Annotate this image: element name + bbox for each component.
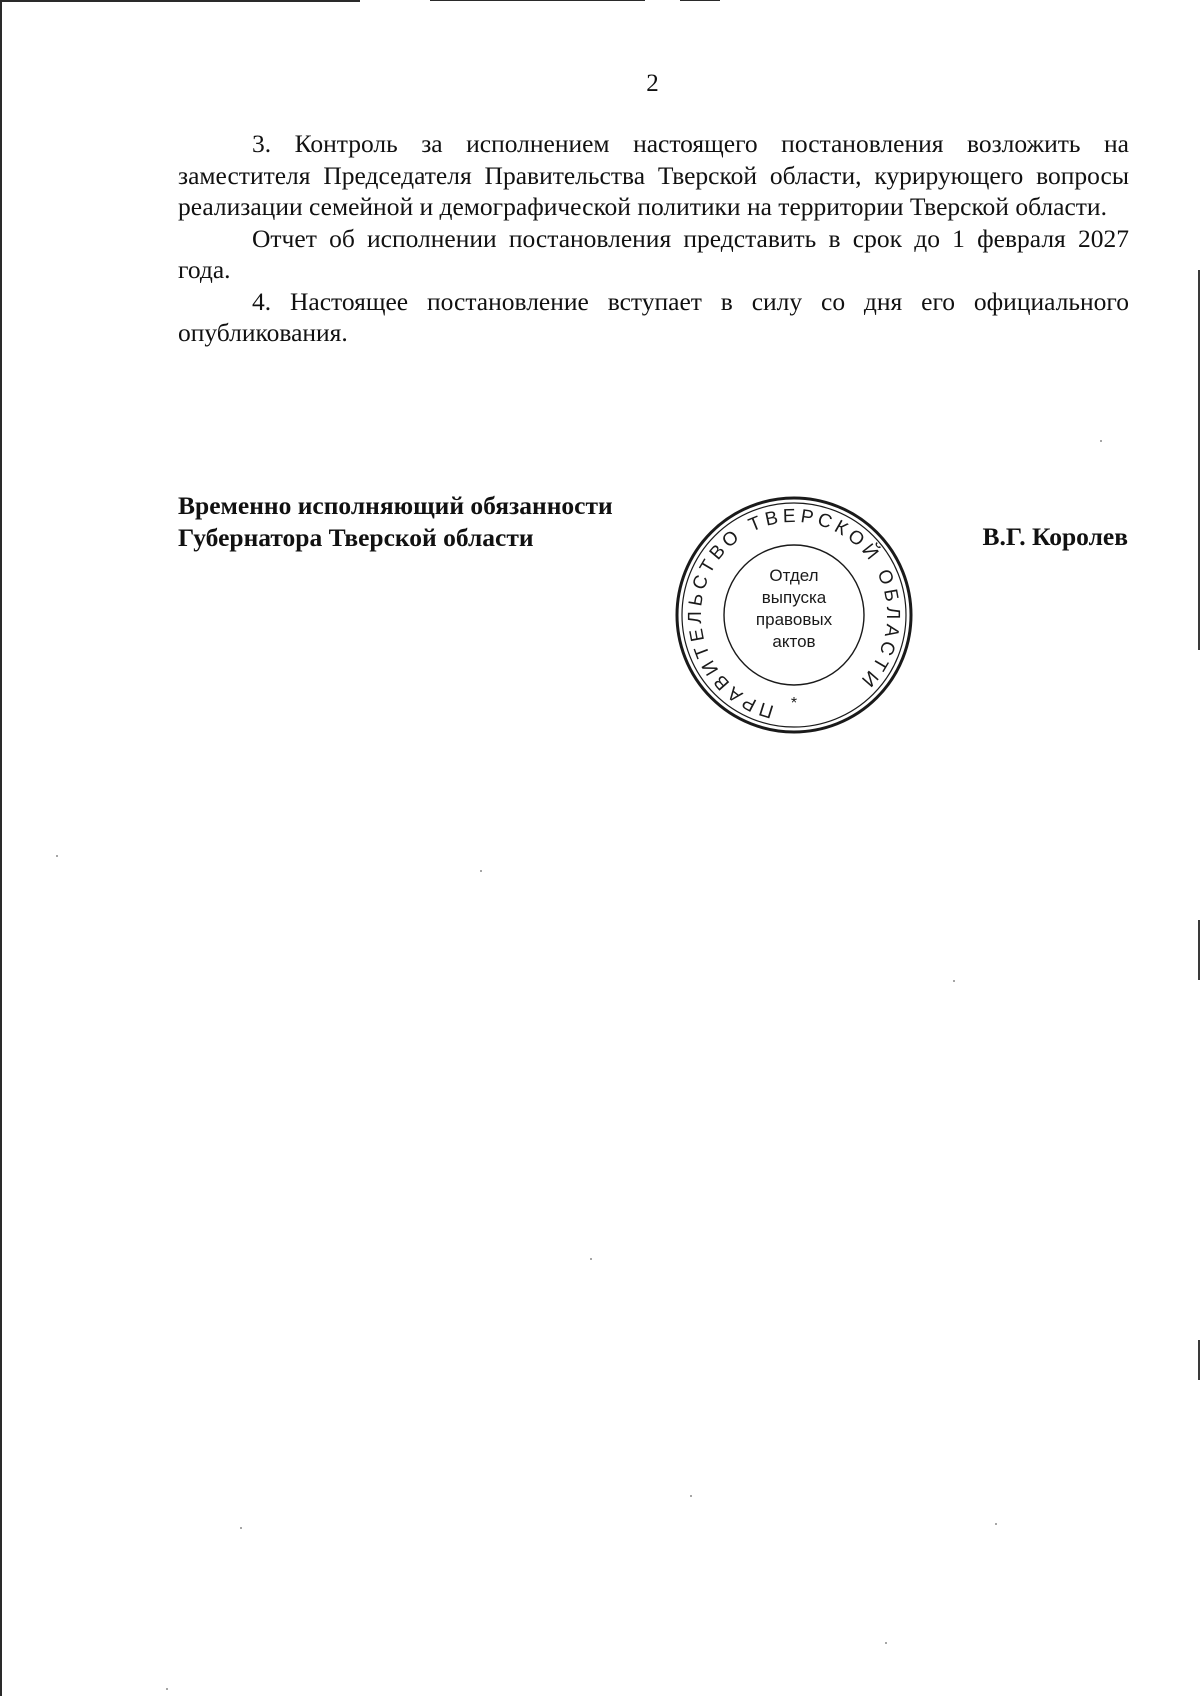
scan-speck (590, 1258, 592, 1260)
signatory-position-line-2: Губернатора Тверской области (178, 522, 534, 552)
paragraph-control: 3. Контроль за исполнением настоящего постановления возложить на заместителя Председателя Правительства Тверской области, курирующего вопросы реализации семейной и демографической политики на территории Тверской области. (178, 129, 1129, 221)
signatory-position (178, 490, 613, 553)
scan-edge-left (0, 0, 2, 1696)
scan-speck (953, 980, 955, 982)
scan-speck (166, 1688, 168, 1690)
signatory-name: В.Г. Королев (982, 522, 1128, 551)
scan-speck (480, 870, 482, 872)
stamp-center-line: выпуска (761, 588, 827, 607)
stamp-center-line: Отдел (769, 566, 819, 585)
stamp-center-text (756, 566, 833, 651)
scan-edge-top (430, 0, 645, 1)
signatory-position-line-1: Временно исполняющий обязанности (178, 491, 613, 520)
scan-speck (56, 855, 58, 857)
stamp-ring-text: ПРАВИТЕЛЬСТВО ТВЕРСКОЙ ОБЛАСТИ (684, 505, 904, 722)
scan-edge-top (0, 0, 360, 2)
document-body (178, 128, 1129, 349)
scan-speck (690, 1495, 692, 1497)
page-number: 2 (646, 70, 659, 97)
stamp-star: * (790, 695, 798, 712)
scan-speck (995, 1523, 997, 1525)
scan-edge-top (680, 0, 720, 1)
paragraph-report: Отчет об исполнении постановления представить в срок до 1 февраля 2027 года. (178, 223, 1129, 284)
scan-speck (1100, 440, 1102, 442)
scan-speck (885, 1642, 887, 1644)
stamp-center-line: правовых (755, 610, 833, 629)
stamp-center-line: актов (772, 632, 816, 651)
paragraph-effective-date: 4. Настоящее постановление вступает в силу со дня его официального опубликования. (178, 286, 1129, 347)
scan-speck (240, 1527, 242, 1529)
official-stamp (674, 495, 914, 735)
